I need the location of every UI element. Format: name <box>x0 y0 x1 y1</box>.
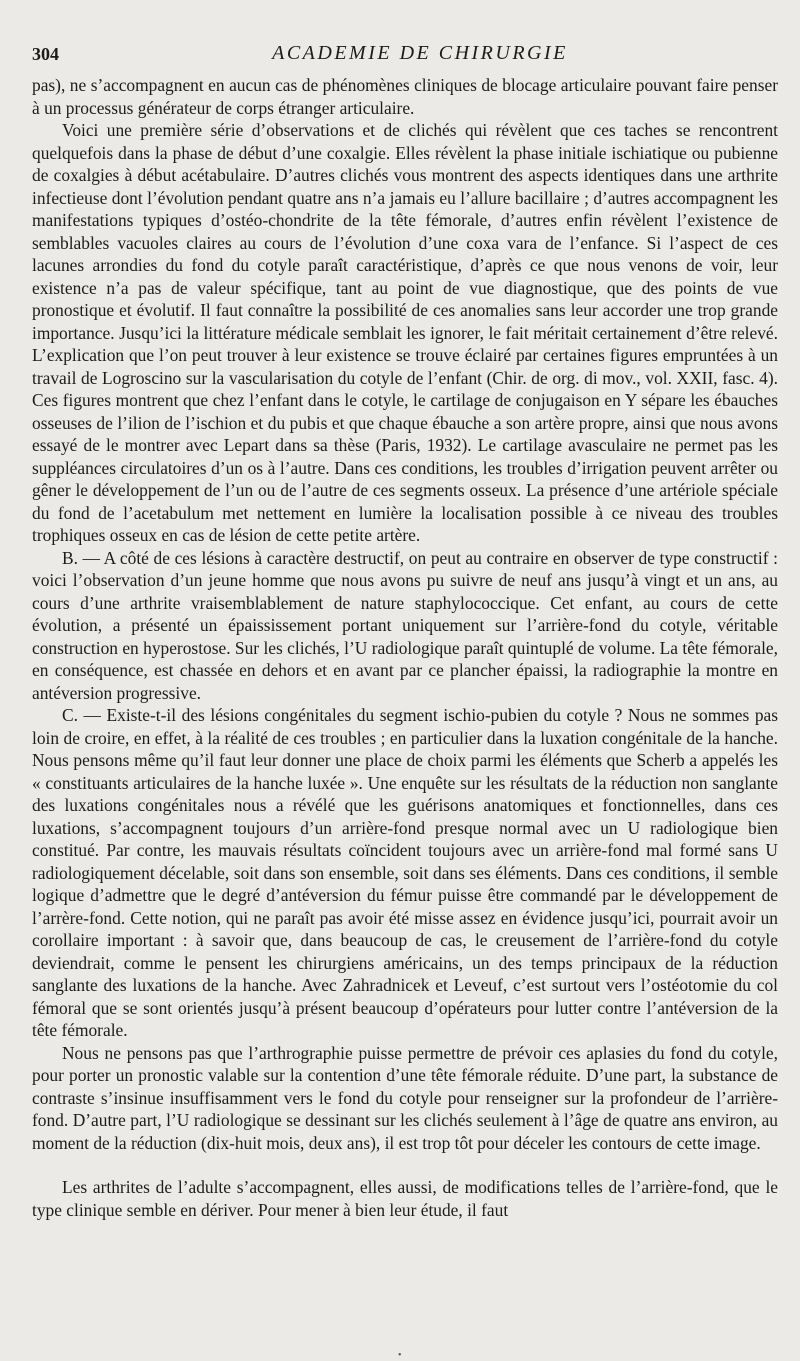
page-number: 304 <box>32 44 59 64</box>
body-text <box>32 74 778 1221</box>
paragraph-first-series: Voici une première série d’observations et de clichés qui révèlent que ces taches se rencontrent quelquefois dans la phase de début d’une coxalgie. Elles révèlent la phase initiale ischiatique ou pubienne de coxalgies à début acétabulaire. D’autres clichés vous montrent des aspects identiques dans une arthrite infectieuse dont l’évolution pendant quatre ans n’a jamais eu l’allure bacillaire ; d’autres accompagnent les manifestations typiques d’ostéo-chondrite de la tête fémorale, d’autres enfin révèlent l’existence de semblables vacuoles claires au cours de l’évolution d’une coxa vara de l’enfance. Si l’aspect de ces lacunes arrondies du fond du cotyle paraît caractéristique, d’après ce que nous venons de voir, leur existence n’a pas de valeur spécifique, tant au point de vue diagnostique, que des points de vue pronostique et évolutif. Il faut connaître la possibilité de ces anomalies sans leur accorder une trop grande importance. Jusqu’ici la littérature médicale semblait les ignorer, le fait méritait certainement d’être relevé. L’explication que l’on peut trouver à leur existence se trouve éclairé par certaines figures empruntées à un travail de Logroscino sur la vascularisation du cotyle de l’enfant (Chir. de org. di mov., vol. XXII, fasc. 4). Ces figures montrent que chez l’enfant dans le cotyle, le cartilage de conjugaison en Y sépare les ébauches osseuses de l’ilion de l’ischion et du pubis et que chaque ébauche a son artère propre, ainsi que nous avons essayé de le montrer avec Lepart dans sa thèse (Paris, 1932). Le cartilage avasculaire ne permet pas les suppléances circulatoires d’un os à l’autre. Dans ces conditions, les troubles d’irrigation peuvent arrêter ou gêner le développement de l’un ou de l’autre de ces segments osseux. La présence d’une artériole spéciale du fond de l’acetabulum met nettement en lumière la localisation possible à ce niveau des troubles trophiques osseux en cas de lésion de cette petite artère. <box>32 120 778 545</box>
paragraph-section-c: C. — Existe-t-il des lésions congénitales du segment ischio-pubien du cotyle ? Nous ne sommes pas loin de croire, en effet, à la réalité de ces troubles ; en particulier dans la luxation congénitale de la hanche. Nous pensons même qu’il faut leur donner une place de choix parmi les éléments que Scherb a appelés les « constituants articulaires de la hanche luxée ». Une enquête sur les résultats de la réduction non sanglante des luxations congénitales nous a révélé que les guérisons anatomiques et fonctionnelles, dans ces luxations, s’accompagnent toujours d’un arrière-fond presque normal avec un U radiologique bien constitué. Par contre, les mauvais résultats coïncident toujours avec un arrière-fond mal formé sans U radiologiquement décelable, soit dans son ensemble, soit dans ses éléments. Dans ces conditions, il semble logique d’admettre que le degré d’antéversion du fémur puisse être commandé par le développement de l’arrère-fond. Cette notion, qui ne paraît pas avoir été misse assez en évidence jusqu’ici, pourrait avoir un corollaire important : à savoir que, dans beaucoup de cas, le creusement de l’arrière-fond du cotyle deviendrait, comme le pensent les chirurgiens américains, un des temps principaux de la réduction sanglante des luxations de la hanche. Avec Zahradnicek et Leveuf, c’est surtout vers l’ostéotomie du col fémoral que se sont orientés jusqu’à présent beaucoup d’opérateurs pour lutter contre l’antéversion de la tête fémorale. <box>32 705 778 1040</box>
running-title: ACADEMIE DE CHIRURGIE <box>272 42 568 64</box>
paragraph-adult-arthritis: Les arthrites de l’adulte s’accompagnent, elles aussi, de modifications telles de l’arrière-fond, que le type clinique semble en dériver. Pour mener à bien leur étude, il faut <box>32 1177 778 1220</box>
paragraph-continuation: pas), ne s’accompagnent en aucun cas de phénomènes cliniques de blocage articulaire pouvant faire penser à un processus générateur de corps étranger articulaire. <box>32 75 778 118</box>
paragraph-arthrography: Nous ne pensons pas que l’arthrographie puisse permettre de prévoir ces aplasies du fond du cotyle, pour porter un pronostic valable sur la contention d’une tête fémorale réduite. D’une part, la substance de contraste s’insinue insuffisamment vers le fond du cotyle pour renseigner sur la profondeur de l’arrière-fond. D’autre part, l’U radiologique se dessinant sur les clichés seulement à l’âge de quatre ans environ, au moment de la réduction (dix-huit mois, deux ans), il est trop tôt pour déceler les contours de cette image. <box>32 1042 778 1153</box>
page-mark: • <box>398 1350 402 1361</box>
paragraph-section-b: B. — A côté de ces lésions à caractère destructif, on peut au contraire en observer de type constructif : voici l’observation d’un jeune homme que nous avons pu suivre de neuf ans jusqu’à vingt et un ans, au cours d’une arthrite vraisemblablement de nature staphylococcique. Cet enfant, au cours de cette évolution, a présenté un épaississement portant uniquement sur l’arrière-fond du cotyle, véritable construction en hyperostose. Sur les clichés, l’U radiologique paraît quintuplé de volume. La tête fémorale, en conséquence, est chassée en dehors et en avant par ce plancher épaissi, la radiographie la montre en antéversion progressive. <box>32 547 778 703</box>
page-header <box>32 34 778 74</box>
